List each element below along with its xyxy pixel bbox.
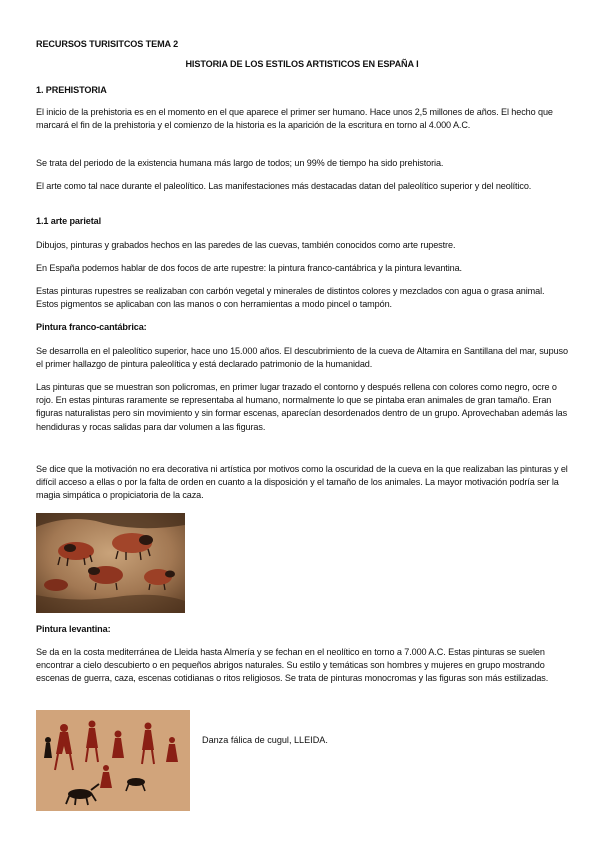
paragraph: Se da en la costa mediterránea de Lleida hasta Almería y se fechan en el neolítico en torno a 7.000 A.C. Estas pinturas se suelen encontrar a cielo descubierto o en pequeños abrigos naturales. Su estilo y temáticas son hombres y mujeres en grupo mostrando escenas de guerra, caza, escenas cotidianas o ritos religiosos. Se trata de pinturas monocromas y las figuras son más estilizadas. bbox=[36, 647, 549, 684]
paragraph: Se trata del periodo de la existencia humana más largo de todos; un 99% de tiempo ha sido prehistoria. bbox=[36, 158, 444, 168]
page-title: HISTORIA DE LOS ESTILOS ARTISTICOS EN ESPAÑA I bbox=[185, 59, 419, 69]
paragraph: Se desarrolla en el paleolítico superior, hace uno 15.000 años. El descubrimiento de la cueva de Altamira en Santillana del mar, supuso el primer hallazgo de pintura paleolítica y está declarado patrimonio de la humanidad. bbox=[36, 346, 568, 370]
doc-label: RECURSOS TURISITCOS TEMA 2 bbox=[36, 39, 179, 49]
paragraph: Las pinturas que se muestran son policromas, en primer lugar trazado el contorno y después rellena con colores como negro, ocre o rojo. En estas pinturas raramente se representaba al humano, normalmente lo que se pintaba eran animales de gran tamaño. Eran figuras naturalistas pero sin movimiento y sin formar escenas, aparecían desordenados dentro de un grupo. Aprovechaban además las hendiduras y rocas salidas para dar volumen a las figuras. bbox=[36, 382, 568, 432]
image-caption: Danza fálica de cugul, LLEIDA. bbox=[202, 735, 328, 745]
paragraph: El arte como tal nace durante el paleolítico. Las manifestaciones más destacadas datan del paleolítico superior y del neolítico. bbox=[36, 181, 532, 191]
paragraph: Se dice que la motivación no era decorativa ni artística por motivos como la oscuridad de la cueva en la que realizaban las pinturas y el difícil acceso a ellas o por la falta de orden en cuanto a la disposición y el tamaño de los animales. La mayor motivación podría ser la magia simpática o propiciatoria de la caza. bbox=[36, 464, 568, 501]
altamira-cave-painting-image bbox=[36, 513, 185, 613]
section-heading-prehistoria: 1. PREHISTORIA bbox=[36, 85, 107, 95]
paragraph: El inicio de la prehistoria es en el momento en el que aparece el primer ser humano. Hace unos 2,5 millones de años. El hecho que marcará el fin de la prehistoria y el comienzo de la historia es la aparición de la escritura en torno al 4.000 A.C. bbox=[36, 107, 553, 131]
paragraph: En España podemos hablar de dos focos de arte rupestre: la pintura franco-cantábrica y la pintura levantina. bbox=[36, 263, 462, 273]
paragraph: Estas pinturas rupestres se realizaban con carbón vegetal y minerales de distintos colores y mezclados con agua o grasa animal. Estos pigmentos se aplicaban con las manos o con herramientas a modo pincel o tampón. bbox=[36, 286, 545, 310]
section-heading-levantina: Pintura levantina: bbox=[36, 624, 111, 634]
section-heading-franco: Pintura franco-cantábrica: bbox=[36, 322, 147, 332]
section-heading-parietal: 1.1 arte parietal bbox=[36, 216, 102, 226]
levantine-rock-painting-image bbox=[36, 710, 190, 811]
paragraph: Dibujos, pinturas y grabados hechos en las paredes de las cuevas, también conocidos como arte rupestre. bbox=[36, 240, 456, 250]
